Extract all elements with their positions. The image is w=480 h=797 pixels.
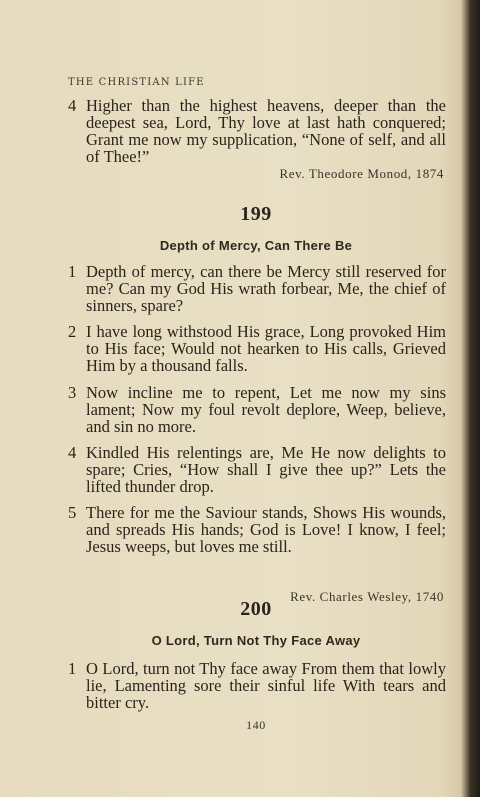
verse-199-4 (68, 444, 446, 495)
hymn-number-199: 199 (240, 203, 272, 225)
hymn-title-200: O Lord, Turn Not Thy Face Away (151, 633, 361, 648)
hymn-number-200: 200 (240, 598, 272, 620)
verse-number: 1 (68, 262, 77, 281)
verse-text: Kindled His relentings are, Me He now delights to spare; Cries, “How shall I give thee up?” Lets the lifted thunder drop. (86, 443, 446, 496)
verse-text: There for me the Saviour stands, Shows His wounds, and spreads His hands; God is Love! I know, I feel; Jesus weeps, but loves me still. (86, 503, 446, 556)
verse-number: 4 (68, 96, 77, 115)
verse-199-1 (68, 263, 446, 314)
verse-text: Depth of mercy, can there be Mercy still reserved for me? Can my God His wrath forbear, Me, the chief of sinners, spare? (86, 262, 446, 315)
verse-199-5 (68, 504, 446, 555)
verse-text: I have long withstood His grace, Long provoked Him to His face; Would not hearken to His calls, Grieved Him by a thousand falls. (86, 322, 446, 375)
verse-number: 4 (68, 443, 77, 462)
verse-text: Higher than the highest heavens, deeper than the deepest sea, Lord, Thy love at last hath conquered; Grant me now my supplication, “None of self, and all of Thee!” (86, 96, 446, 166)
verse-text: O Lord, turn not Thy face away From them that lowly lie, Lamenting sore their sinful life With tears and bitter cry. (86, 659, 446, 712)
verse-number: 2 (68, 322, 77, 341)
verse-text: Now incline me to repent, Let me now my sins lament; Now my foul revolt deplore, Weep, believe, and sin no more. (86, 383, 446, 436)
verse-199-3 (68, 384, 446, 435)
verse-200-1 (68, 660, 446, 711)
hymn-title-199: Depth of Mercy, Can There Be (159, 238, 353, 253)
verse-continuation-4 (68, 97, 446, 165)
verse-number: 1 (68, 659, 77, 678)
verse-number: 3 (68, 383, 77, 402)
attribution-monod: Rev. Theodore Monod, 1874 (279, 166, 444, 181)
page-number: 140 (246, 718, 266, 732)
running-header: THE CHRISTIAN LIFE (68, 77, 205, 88)
attribution-wesley: Rev. Charles Wesley, 1740 (290, 589, 444, 604)
verse-199-2 (68, 323, 446, 374)
verse-number: 5 (68, 503, 77, 522)
